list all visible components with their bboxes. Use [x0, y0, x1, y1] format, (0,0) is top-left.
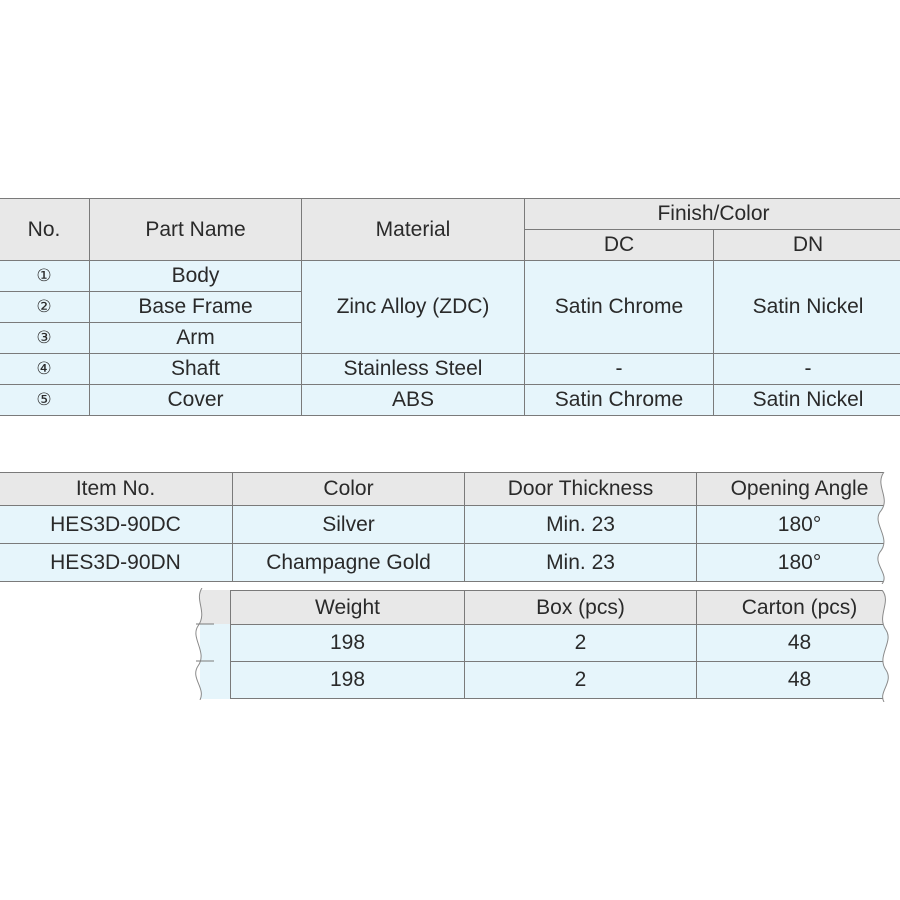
item-opening-angle: 180°	[697, 544, 900, 582]
torn-edge-right	[870, 590, 900, 702]
table-row	[0, 354, 900, 385]
part-number: ②	[0, 292, 90, 323]
carton-pcs-cell: 48	[697, 625, 900, 662]
finish-dc-cell: -	[525, 354, 714, 385]
table-row	[231, 662, 900, 699]
items-table	[0, 472, 900, 582]
header-door-thickness: Door Thickness	[465, 473, 697, 506]
header-box-pcs: Box (pcs)	[465, 591, 697, 625]
header-opening-angle: Opening Angle	[697, 473, 900, 506]
part-name: Base Frame	[90, 292, 302, 323]
part-number: ④	[0, 354, 90, 385]
part-number: ③	[0, 323, 90, 354]
torn-edge-right	[870, 472, 900, 584]
header-material: Material	[302, 199, 525, 261]
table-row	[0, 261, 900, 292]
box-pcs-cell: 2	[465, 625, 697, 662]
part-number: ①	[0, 261, 90, 292]
table-row	[0, 385, 900, 416]
header-dn: DN	[714, 230, 900, 261]
header-item-no: Item No.	[0, 473, 233, 506]
header-dc: DC	[525, 230, 714, 261]
weight-cell: 198	[231, 625, 465, 662]
part-name: Cover	[90, 385, 302, 416]
table-row	[231, 625, 900, 662]
material-cell: ABS	[302, 385, 525, 416]
material-cell: Stainless Steel	[302, 354, 525, 385]
header-part-name: Part Name	[90, 199, 302, 261]
part-name: Arm	[90, 323, 302, 354]
header-weight: Weight	[231, 591, 465, 625]
weight-cell: 198	[231, 662, 465, 699]
finish-dc-cell: Satin Chrome	[525, 385, 714, 416]
item-door-thickness: Min. 23	[465, 506, 697, 544]
table-row	[0, 506, 900, 544]
box-pcs-cell: 2	[465, 662, 697, 699]
carton-pcs-cell: 48	[697, 662, 900, 699]
part-name: Shaft	[90, 354, 302, 385]
finish-dc-cell: Satin Chrome	[525, 261, 714, 354]
parts-table	[0, 198, 900, 416]
finish-dn-cell: -	[714, 354, 900, 385]
item-color: Silver	[233, 506, 465, 544]
header-carton-pcs: Carton (pcs)	[697, 591, 900, 625]
header-no: No.	[0, 199, 90, 261]
item-number: HES3D-90DN	[0, 544, 233, 582]
part-number: ⑤	[0, 385, 90, 416]
material-cell: Zinc Alloy (ZDC)	[302, 261, 525, 354]
part-name: Body	[90, 261, 302, 292]
item-door-thickness: Min. 23	[465, 544, 697, 582]
header-finish-color: Finish/Color	[525, 199, 900, 230]
packing-table	[230, 590, 900, 699]
item-color: Champagne Gold	[233, 544, 465, 582]
torn-edge-left	[190, 588, 214, 700]
item-number: HES3D-90DC	[0, 506, 233, 544]
table-row	[0, 544, 900, 582]
header-color: Color	[233, 473, 465, 506]
finish-dn-cell: Satin Nickel	[714, 385, 900, 416]
finish-dn-cell: Satin Nickel	[714, 261, 900, 354]
item-opening-angle: 180°	[697, 506, 900, 544]
